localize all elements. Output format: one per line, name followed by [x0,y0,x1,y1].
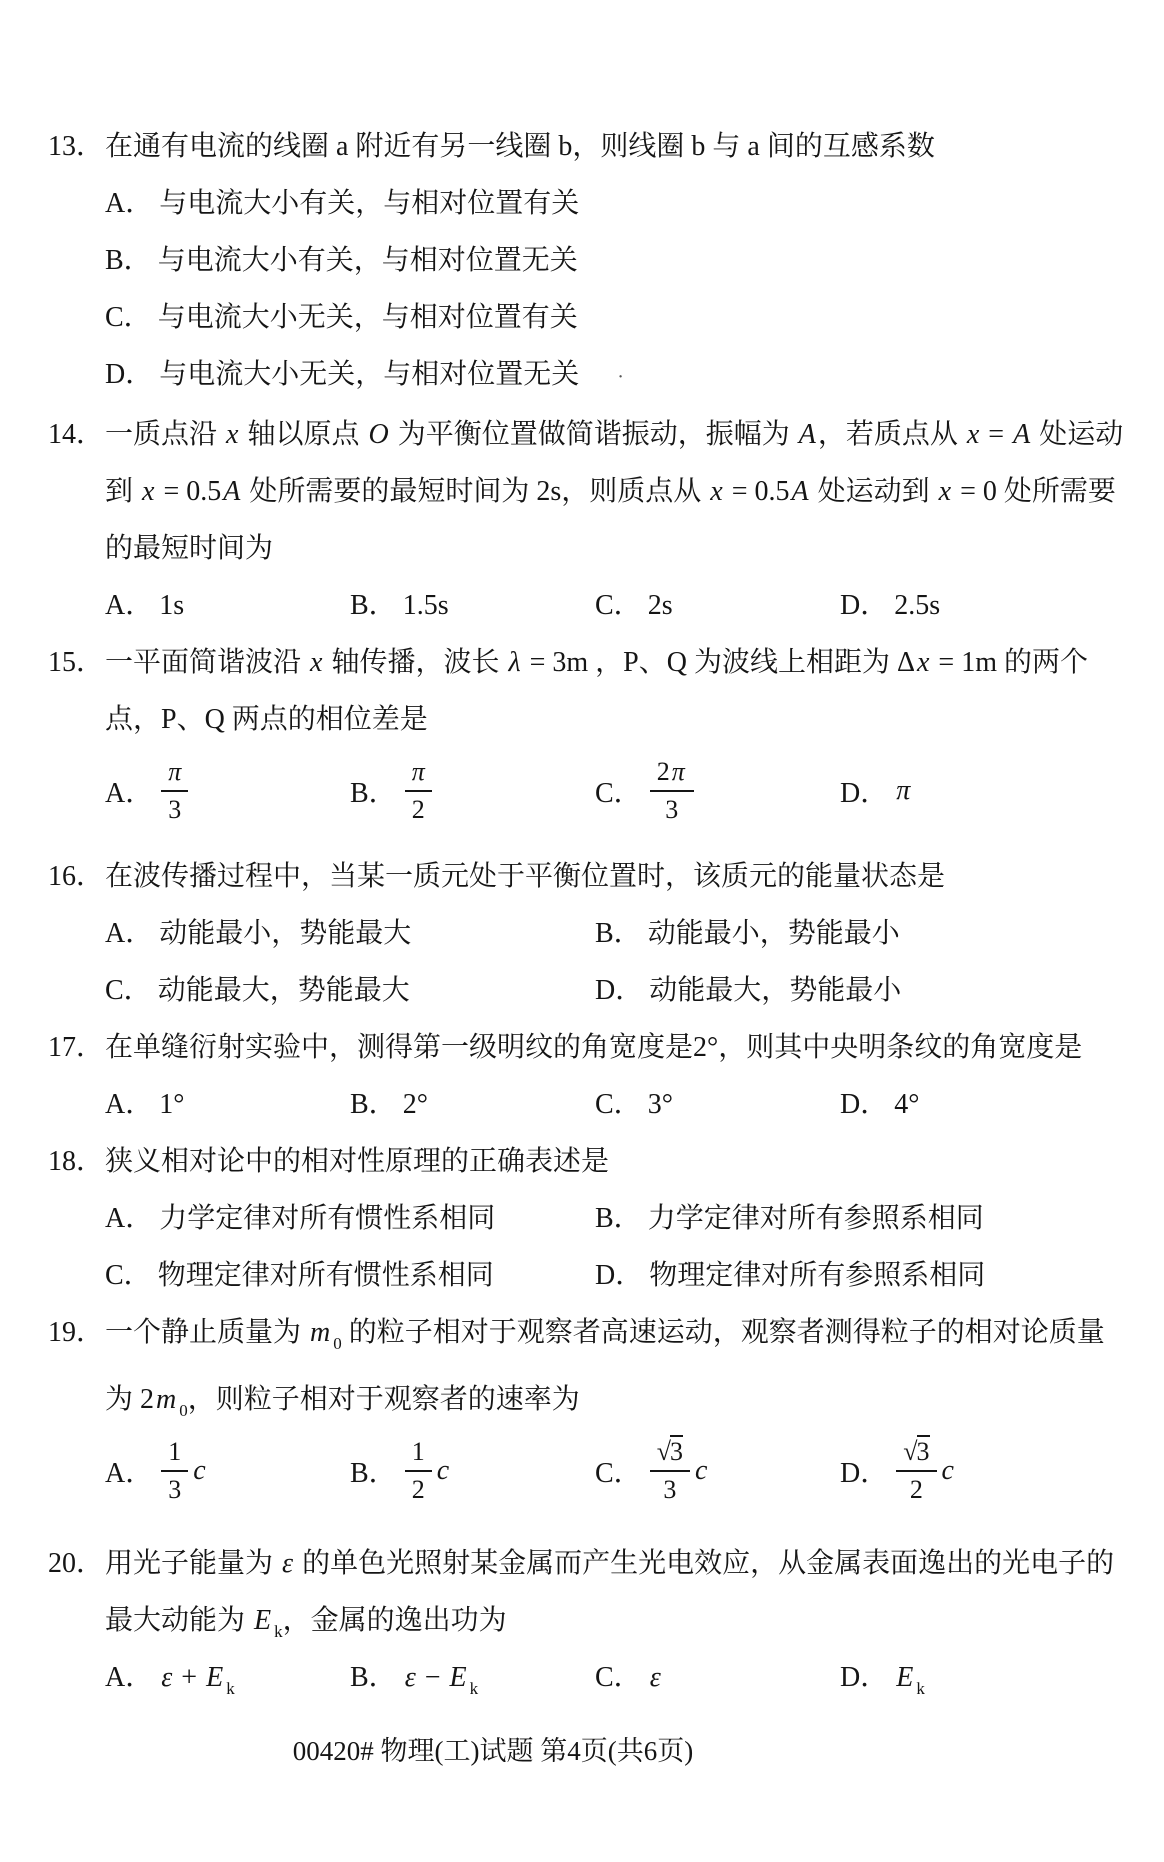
text-segment: 的最短时间为 [105,533,274,564]
option-label: C． [595,1662,642,1693]
text-segment: 用光子能量为 [105,1548,281,1579]
option-label: D． [595,975,644,1006]
question-16-stem [48,848,1120,905]
variable: π [896,775,911,806]
option-c [595,577,840,634]
variable: A [1013,419,1031,450]
option-label: A． [105,1662,154,1693]
option-c [105,962,595,1019]
fraction [896,1435,936,1507]
fraction-denominator: 2 [411,795,425,824]
question-18 [48,1133,1120,1304]
fraction-numerator: 1 [161,1435,188,1472]
option-b [350,1649,595,1706]
option-label: B． [350,590,397,621]
fraction [650,755,694,827]
option-text: 与电流大小无关，与相对位置有关 [157,302,578,333]
fraction-numerator [896,1435,936,1472]
variable: c [193,1455,206,1486]
variable: ε [404,1662,416,1693]
radical-sign: √ [903,1437,917,1466]
page-footer-text: 00420# 物理(工)试题 第4页(共6页) [292,1736,694,1766]
fraction-numerator [650,1435,690,1472]
question-16-options-ab [48,905,1120,962]
option-label: D． [840,1089,889,1120]
option-label: D． [105,359,154,390]
variable: π [671,757,685,786]
text-segment: 的单色光照射某金属而产生光电效应，从金属表面逸出的光电子的 [295,1548,1115,1579]
question-13 [48,118,1120,406]
variable: A [791,476,809,507]
option-b [350,1435,595,1507]
question-15-stem-line-2 [48,691,1120,748]
variable: x [310,647,323,678]
fraction [405,1435,432,1507]
fraction-numerator: π [405,755,432,792]
variable: E [254,1605,272,1636]
option-label: D． [840,778,889,809]
option-c [595,1435,840,1507]
variable: O [368,419,389,450]
text-segment: 到 [105,476,141,507]
option-label: B． [350,778,397,809]
question-13-option-a [48,175,1120,232]
question-20 [48,1535,1120,1706]
subscript: 0 [333,1334,342,1353]
variable: E [449,1662,467,1693]
option-c [595,1076,840,1133]
option-a [105,1076,350,1133]
exam-page [48,118,1124,1780]
text-segment: = 0.5 [724,476,790,507]
option-label: C． [595,1089,642,1120]
question-number: 19． [48,1317,105,1348]
option-d [840,577,940,634]
option-text: 物理定律对所有惯性系相同 [157,1260,494,1291]
variable: ε [649,1662,661,1693]
option-label: C． [595,1458,642,1489]
question-number: 20． [48,1548,105,1579]
variable: c [694,1455,708,1486]
question-number: 14． [48,419,105,450]
option-label: B． [595,1203,642,1234]
question-16 [48,848,1120,1019]
option-label: A． [105,1089,154,1120]
option-text: 1° [159,1089,185,1120]
text-segment: 最大动能为 [105,1605,253,1636]
text-segment: = 3m ，P、Q 为波线上相距为 Δ [522,647,915,678]
question-14 [48,406,1124,634]
option-d [595,1247,985,1304]
page-footer [48,1723,938,1780]
option-d [840,1076,919,1133]
question-16-options-cd [48,962,1120,1019]
fraction [161,1435,188,1507]
fraction-numerator [650,755,694,792]
option-text: 2° [402,1089,428,1120]
option-label: A． [105,918,154,949]
text-segment: 的粒子相对于观察者高速运动，观察者测得粒子的相对论质量 [341,1317,1105,1348]
question-20-options [48,1649,1120,1706]
question-text [105,634,1120,691]
option-text: 力学定律对所有参照系相同 [647,1203,984,1234]
option-label: D． [840,1458,889,1489]
option-text: 1.5s [402,590,449,621]
question-number: 16． [48,861,105,892]
question-number: 18． [48,1146,105,1177]
option-label: D． [595,1260,644,1291]
question-14-stem-line-1 [48,406,1124,463]
question-19-stem-line-2 [48,1371,1120,1428]
question-15-options [48,748,1120,834]
question-18-stem [48,1133,1120,1190]
question-text [105,1304,1120,1361]
subscript: k [274,1622,283,1641]
fraction [161,755,188,827]
question-text: 在波传播过程中，当某一质元处于平衡位置时，该质元的能量状态是 [105,861,946,892]
option-text: 2s [647,590,673,621]
text-segment: ，金属的逸出功为 [282,1605,507,1636]
option-label: D． [840,590,889,621]
text-segment: 轴传播，波长 [324,647,507,678]
text-segment: 处运动 [1032,419,1124,450]
fraction-denominator: 3 [665,795,679,824]
option-label: A． [105,1203,154,1234]
option-label: B． [350,1662,397,1693]
fraction [405,755,432,827]
fraction-numerator: 1 [405,1435,432,1472]
option-text: 与电流大小无关，与相对位置无关 [159,359,580,390]
option-text: 2.5s [894,590,941,621]
option-d [595,962,901,1019]
question-17-options [48,1076,1120,1133]
text-segment: 一个静止质量为 [105,1317,309,1348]
subscript: 0 [179,1401,188,1420]
option-label: A． [105,1458,154,1489]
question-18-options-ab [48,1190,1120,1247]
option-a [105,1190,595,1247]
radicand: 3 [916,1437,930,1466]
fraction-denominator: 2 [411,1475,425,1504]
variable: x [710,476,723,507]
option-a [105,1435,350,1507]
option-b [350,1076,595,1133]
text-segment: 一平面简谐波沿 [105,647,309,678]
option-b [595,905,900,962]
option-c [105,1247,595,1304]
option-text: 动能最小，势能最大 [159,918,412,949]
option-label: D． [840,1662,889,1693]
fraction-denominator: 3 [168,1475,182,1504]
text-segment: = 0.5 [156,476,222,507]
option-d [840,1649,925,1706]
coefficient: 2 [656,757,670,786]
operator: − [417,1662,448,1693]
text-segment: 处运动到 [810,476,937,507]
fraction-denominator: 3 [663,1475,677,1504]
scan-artifact-dot: · [617,366,624,388]
option-text: 力学定律对所有惯性系相同 [159,1203,496,1234]
question-15 [48,634,1120,834]
option-label: C． [595,590,642,621]
option-a [105,1649,350,1706]
question-19-stem-line-1 [48,1304,1120,1361]
variable: A [223,476,241,507]
variable: x [226,419,239,450]
option-a [105,905,595,962]
text-segment: 一质点沿 [105,419,225,450]
fraction [650,1435,690,1507]
option-label: A． [105,188,154,219]
question-14-stem-line-2 [48,463,1120,520]
option-label: C． [105,1260,152,1291]
option-b [595,1190,984,1247]
variable: c [941,1455,954,1486]
operator: + [174,1662,205,1693]
option-label: B． [350,1089,397,1120]
option-a [105,577,350,634]
variable: E [896,1662,914,1693]
option-text: 4° [894,1089,920,1120]
question-15-stem-line-1 [48,634,1120,691]
option-text: 动能最大，势能最小 [649,975,902,1006]
question-19 [48,1304,1120,1514]
variable: x [916,647,930,678]
variable: ε [161,1662,173,1693]
option-text: 3° [647,1089,673,1120]
text-segment: 点，P、Q 两点的相位差是 [105,704,428,735]
option-text: 与电流大小有关，与相对位置无关 [157,245,578,276]
variable: x [966,419,980,450]
option-text: 与电流大小有关，与相对位置有关 [159,188,580,219]
text-segment: = 0 处所需要 [953,476,1116,507]
option-text: 动能最大，势能最大 [157,975,410,1006]
option-a [105,755,350,827]
option-label: B． [350,1458,397,1489]
radical-sign: √ [656,1437,670,1466]
question-14-options [48,577,1120,634]
text-segment: ，若质点从 [817,419,965,450]
option-text: 1s [159,590,185,621]
option-c [595,755,840,827]
text-segment: = 1m 的两个 [931,647,1088,678]
text-segment: = [981,419,1012,450]
subscript: k [226,1679,235,1698]
question-text: 狭义相对论中的相对性原理的正确表述是 [105,1146,610,1177]
question-13-stem [48,118,1120,175]
question-17-stem [48,1019,1120,1076]
question-13-option-d [48,346,1120,406]
question-14-stem-line-3 [48,520,1120,577]
question-18-options-cd [48,1247,1120,1304]
option-d [840,1435,954,1507]
variable: ε [282,1548,294,1579]
variable: x [938,476,952,507]
option-label: A． [105,590,154,621]
fraction-denominator: 2 [909,1475,923,1504]
text-segment: ，则粒子相对于观察者的速率为 [187,1384,580,1415]
variable: x [142,476,155,507]
variable: c [436,1455,450,1486]
option-label: A． [105,778,154,809]
question-text [105,1535,1120,1592]
question-number: 15． [48,647,105,678]
subscript: k [469,1679,479,1698]
text-segment: 处所需要的最短时间为 2s，则质点从 [242,476,709,507]
option-label: B． [595,918,642,949]
option-text: 物理定律对所有参照系相同 [649,1260,986,1291]
fraction-numerator: π [161,755,188,792]
question-20-stem-line-1 [48,1535,1120,1592]
variable: m [156,1384,177,1415]
question-20-stem-line-2 [48,1592,1120,1649]
question-19-options [48,1428,1120,1514]
question-17 [48,1019,1120,1133]
option-text: 动能最小，势能最小 [647,918,900,949]
option-label: C． [595,778,642,809]
variable: λ [508,647,521,678]
question-text: 在通有电流的线圈 a 附近有另一线圈 b，则线圈 b 与 a 间的互感系数 [105,131,935,162]
fraction-denominator: 3 [168,795,182,824]
question-13-option-b [48,232,1120,289]
radicand: 3 [669,1437,683,1466]
option-c [595,1649,840,1706]
option-b [350,755,595,827]
variable: A [798,419,816,450]
option-d [840,771,912,811]
option-b [350,577,595,634]
subscript: k [916,1679,925,1698]
question-text: 在单缝衍射实验中，测得第一级明纹的角宽度是2°，则其中央明条纹的角宽度是 [105,1032,1083,1063]
text-segment: 为 2 [105,1384,155,1415]
text-segment: 为平衡位置做简谐振动，振幅为 [390,419,797,450]
option-label: B． [105,245,152,276]
option-label: C． [105,302,152,333]
question-number: 13． [48,131,105,162]
question-text [105,406,1123,463]
variable: E [206,1662,224,1693]
option-label: C． [105,975,152,1006]
question-13-option-c [48,289,1120,346]
text-segment: 轴以原点 [240,419,367,450]
variable: m [310,1317,331,1348]
question-number: 17． [48,1032,105,1063]
